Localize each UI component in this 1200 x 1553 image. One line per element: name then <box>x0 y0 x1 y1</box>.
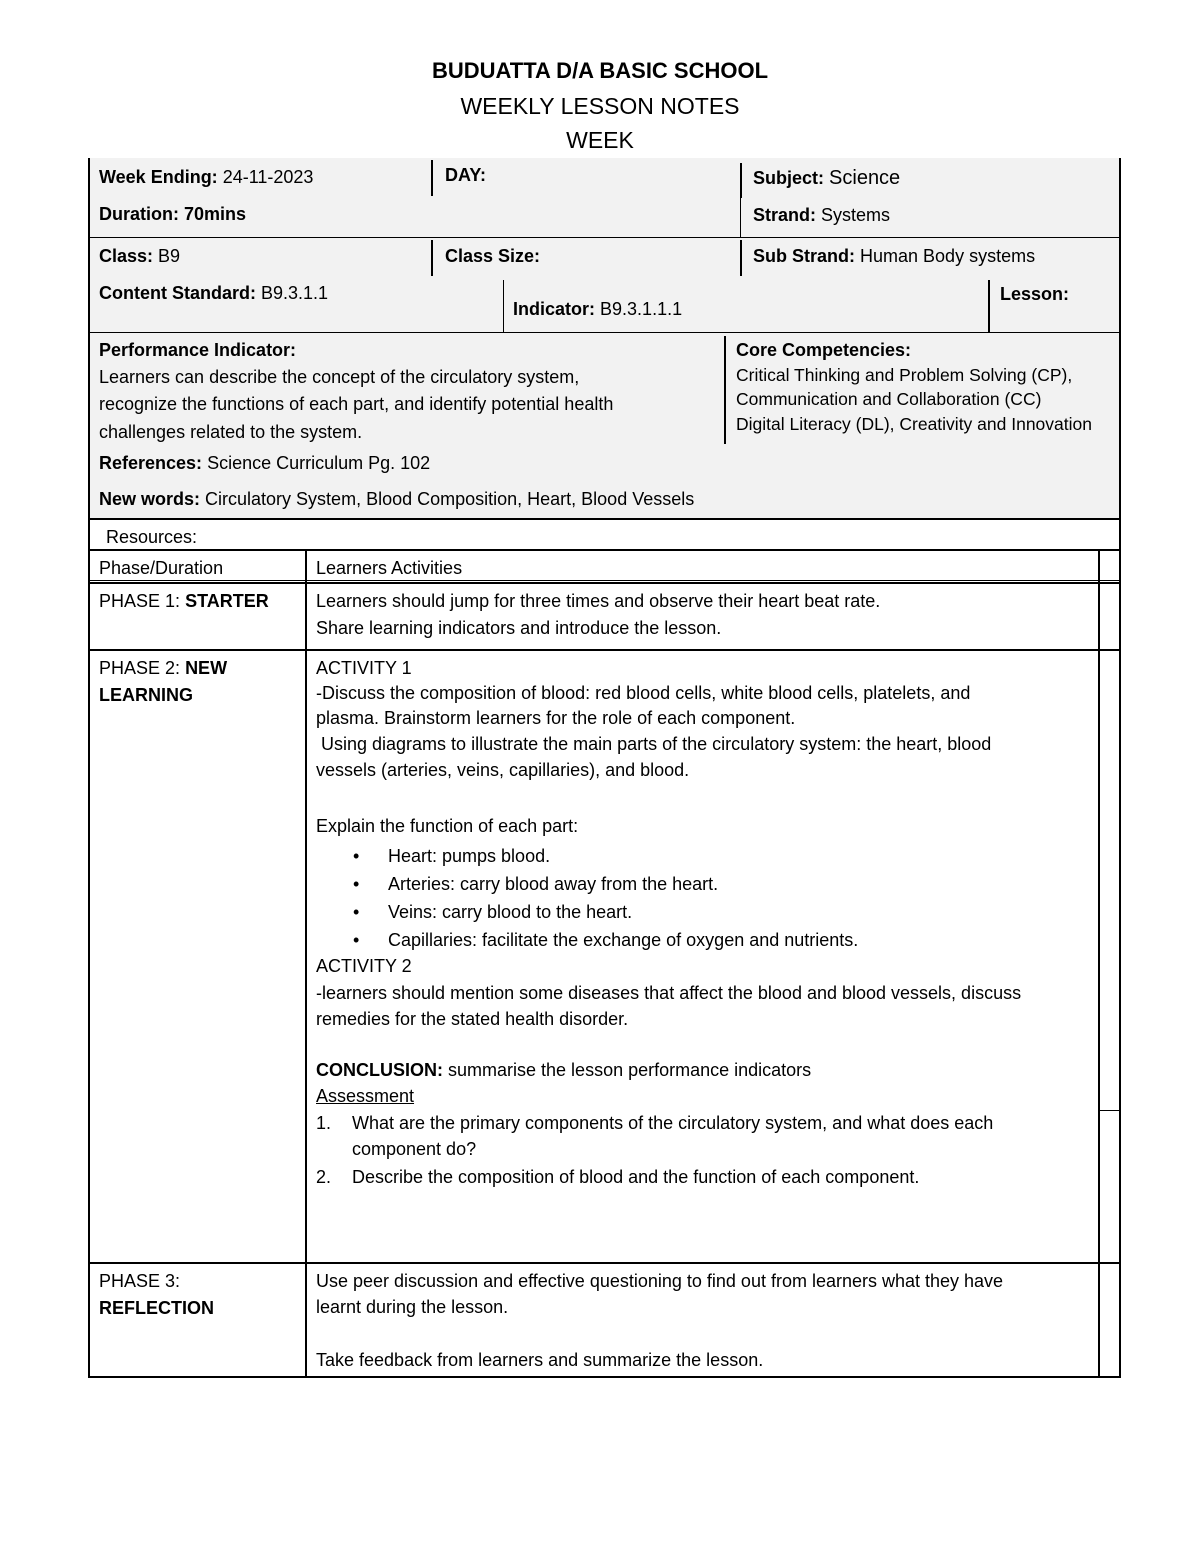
phase2-name-line-2: LEARNING <box>99 685 193 705</box>
info-vsep-5 <box>740 240 742 276</box>
bullet-item-1: Heart: pumps blood. <box>388 846 551 866</box>
class-field: Class: B9 <box>99 246 181 266</box>
new-words-field: New words: Circulatory System, Blood Composition, Heart, Blood Vessels <box>99 489 695 509</box>
table-header-divider <box>89 580 1120 581</box>
info-border-left <box>88 158 90 520</box>
info-vsep-7 <box>988 280 990 332</box>
activity1-line-2: plasma. Brainstorm learners for the role of each component. <box>316 708 796 728</box>
bullet-icon: • <box>353 902 360 922</box>
class-size-field: Class Size: <box>445 246 541 266</box>
content-standard-field: Content Standard: B9.3.1.1 <box>99 283 329 303</box>
phase2-label: PHASE 2: NEW <box>99 658 228 678</box>
info-vsep-2 <box>740 163 742 198</box>
info-border-right <box>1119 158 1121 520</box>
core-line-2: Communication and Collaboration (CC) <box>736 389 1042 409</box>
performance-line-1: Learners can describe the concept of the circulatory system, <box>99 367 580 387</box>
phase3-line-1: Use peer discussion and effective questioning to find out from learners what they have <box>316 1271 1004 1291</box>
activity1-line-1: -Discuss the composition of blood: red blood cells, white blood cells, platelets, and <box>316 683 971 703</box>
bullet-item-4: Capillaries: facilitate the exchange of oxygen and nutrients. <box>388 930 859 950</box>
bullet-item-2: Arteries: carry blood away from the heart. <box>388 874 719 894</box>
subject-field: Subject: Science <box>753 167 901 189</box>
phase3-label: PHASE 3: <box>99 1271 181 1291</box>
info-vsep-3 <box>740 198 741 237</box>
info-vsep-8 <box>724 336 726 444</box>
performance-line-2: recognize the functions of each part, and identify potential health <box>99 394 614 414</box>
activity2-line-1: -learners should mention some diseases that affect the blood and blood vessels, discuss <box>316 983 1022 1003</box>
col2-header: Learners Activities <box>316 558 463 578</box>
bullet-icon: • <box>353 930 360 950</box>
assessment-item-2-line-1: Describe the composition of blood and the function of each component. <box>352 1167 920 1187</box>
info-divider-3 <box>88 518 1121 520</box>
references-field: References: Science Curriculum Pg. 102 <box>99 453 431 473</box>
indicator-field: Indicator: B9.3.1.1.1 <box>513 299 683 319</box>
table-header-divider-2 <box>88 582 1121 584</box>
day-field: DAY: <box>445 165 487 185</box>
narrow-col-tick <box>1099 1110 1120 1111</box>
resources-label: Resources: <box>106 527 198 547</box>
assessment-item-1-line-2: component do? <box>352 1139 477 1159</box>
info-vsep-1 <box>431 160 433 196</box>
activity2-line-2: remedies for the stated health disorder. <box>316 1009 629 1029</box>
table-col-narrow <box>1098 549 1100 1378</box>
bullet-icon: • <box>353 846 360 866</box>
week-label: WEEK <box>566 127 634 153</box>
phase3-line-2: learnt during the lesson. <box>316 1297 509 1317</box>
document-title: WEEKLY LESSON NOTES <box>460 93 740 119</box>
info-vsep-6 <box>503 280 504 332</box>
phase1-line-2: Share learning indicators and introduce the lesson. <box>316 618 722 638</box>
table-col-divider <box>305 549 307 1378</box>
info-vsep-4 <box>431 240 433 276</box>
activity1-title: ACTIVITY 1 <box>316 658 412 678</box>
bullet-icon: • <box>353 874 360 894</box>
explain-function-text: Explain the function of each part: <box>316 816 579 836</box>
week-ending-field: Week Ending: 24-11-2023 <box>99 167 314 187</box>
info-divider-1 <box>89 237 1120 238</box>
table-border-bottom <box>88 1376 1121 1378</box>
phase3-name: REFLECTION <box>99 1298 214 1318</box>
resources-divider <box>88 549 1121 551</box>
phase3-feedback: Take feedback from learners and summarize the lesson. <box>316 1350 764 1370</box>
performance-line-3: challenges related to the system. <box>99 422 363 442</box>
table-border-right <box>1119 518 1121 1378</box>
bullet-item-3: Veins: carry blood to the heart. <box>388 902 633 922</box>
assessment-label: Assessment <box>316 1086 415 1106</box>
strand-field: Strand: Systems <box>753 205 891 225</box>
conclusion-text: CONCLUSION: summarise the lesson performance indicators <box>316 1060 812 1080</box>
activity2-title: ACTIVITY 2 <box>316 956 412 976</box>
assessment-num-1: 1. <box>316 1113 332 1133</box>
phase1-label: PHASE 1: STARTER <box>99 591 269 611</box>
performance-indicator-label: Performance Indicator: <box>99 340 297 360</box>
phase1-line-1: Learners should jump for three times and observe their heart beat rate. <box>316 591 881 611</box>
activity1-line-4: vessels (arteries, veins, capillaries), and blood. <box>316 760 690 780</box>
col1-header: Phase/Duration <box>99 558 224 578</box>
info-divider-2 <box>89 332 1120 333</box>
row-divider-2 <box>88 1262 1121 1264</box>
sub-strand-field: Sub Strand: Human Body systems <box>753 246 1036 266</box>
activity1-line-3: Using diagrams to illustrate the main parts of the circulatory system: the heart, blood <box>316 734 992 754</box>
row-divider-1 <box>88 649 1121 651</box>
core-line-1: Critical Thinking and Problem Solving (CP), <box>736 365 1073 385</box>
core-line-3: Digital Literacy (DL), Creativity and Innovation <box>736 414 1092 434</box>
assessment-num-2: 2. <box>316 1167 332 1187</box>
school-name: BUDUATTA D/A BASIC SCHOOL <box>431 58 769 83</box>
duration-field: Duration: 70mins <box>99 204 247 224</box>
table-border-left <box>88 518 90 1378</box>
lesson-field: Lesson: <box>1000 284 1070 304</box>
assessment-item-1-line-1: What are the primary components of the circulatory system, and what does each <box>352 1113 994 1133</box>
core-competencies-label: Core Competencies: <box>736 340 912 360</box>
